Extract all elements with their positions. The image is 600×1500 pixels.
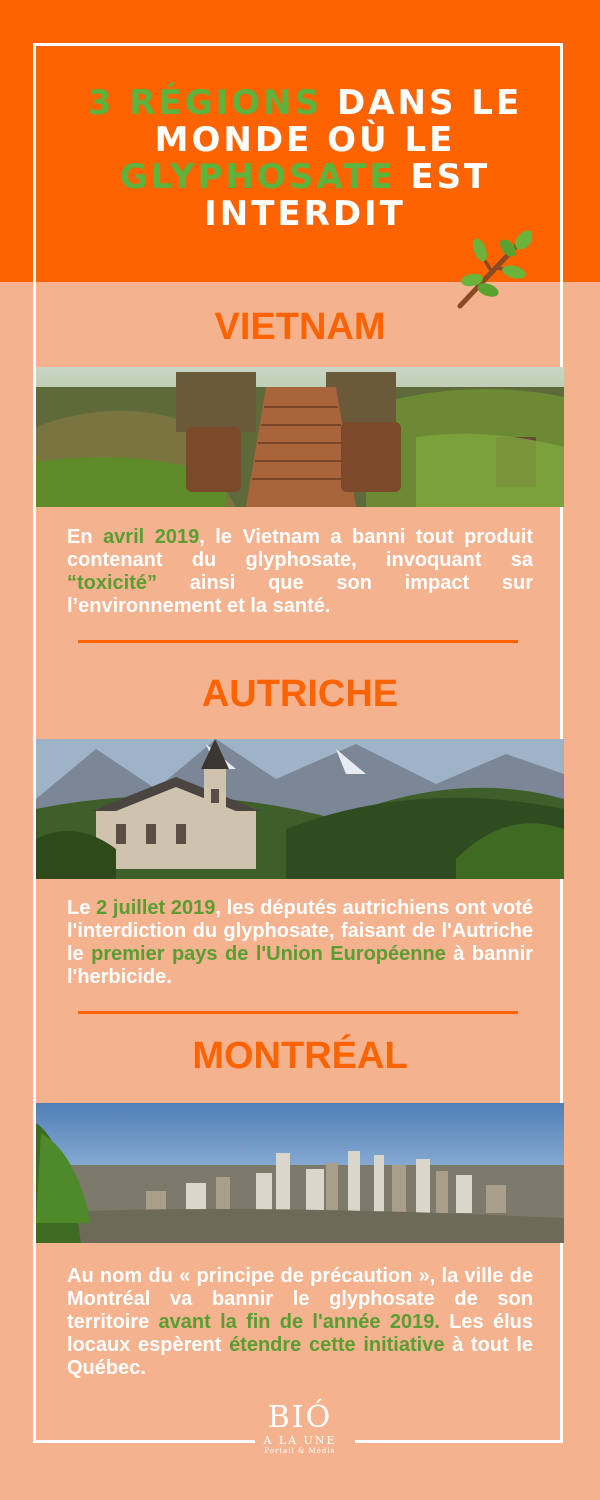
- section-divider: [78, 1011, 518, 1014]
- leaf-branch-icon: [452, 230, 532, 310]
- austria-church-photo: [36, 739, 564, 879]
- vietnam-temple-photo: [36, 367, 564, 507]
- montreal-skyline-photo: [36, 1103, 564, 1243]
- title-text: DANS LE: [322, 83, 523, 123]
- page-title: [60, 85, 550, 233]
- section-text-montreal: Au nom du « principe de précaution », la ville de Montréal va bannir le glyphosate de son territoire avant la fin de l'année 2019. Les élus locaux espèrent étendre cette initiative à tout le Québec.: [67, 1265, 534, 1379]
- bio-a-la-une-logo: BIÓ A LA UNE Portail & Média: [263, 1400, 337, 1455]
- section-divider: [78, 640, 518, 643]
- section-title-vietnam: VIETNAM: [214, 306, 386, 348]
- title-text: EST: [395, 157, 491, 197]
- section-title-montreal: MONTRÉAL: [192, 1035, 408, 1077]
- title-highlight-regions: 3 RÉGIONS: [87, 83, 323, 123]
- title-highlight-glyphosate: GLYPHOSATE: [119, 157, 396, 197]
- title-text: INTERDIT: [204, 194, 406, 234]
- section-text-autriche: Le 2 juillet 2019, les députés autrichiens ont voté l'interdiction du glyphosate, faisant de l'Autriche le premier pays de l'Union Européenne à bannir l'herbicide.: [67, 897, 533, 988]
- title-text: MONDE OÙ LE: [154, 120, 456, 160]
- section-text-vietnam: En avril 2019, le Vietnam a banni tout produit contenant du glyphosate, invoquant sa “toxicité” ainsi que son impact sur l’environnement et la santé.: [67, 526, 533, 617]
- section-title-autriche: AUTRICHE: [201, 673, 399, 715]
